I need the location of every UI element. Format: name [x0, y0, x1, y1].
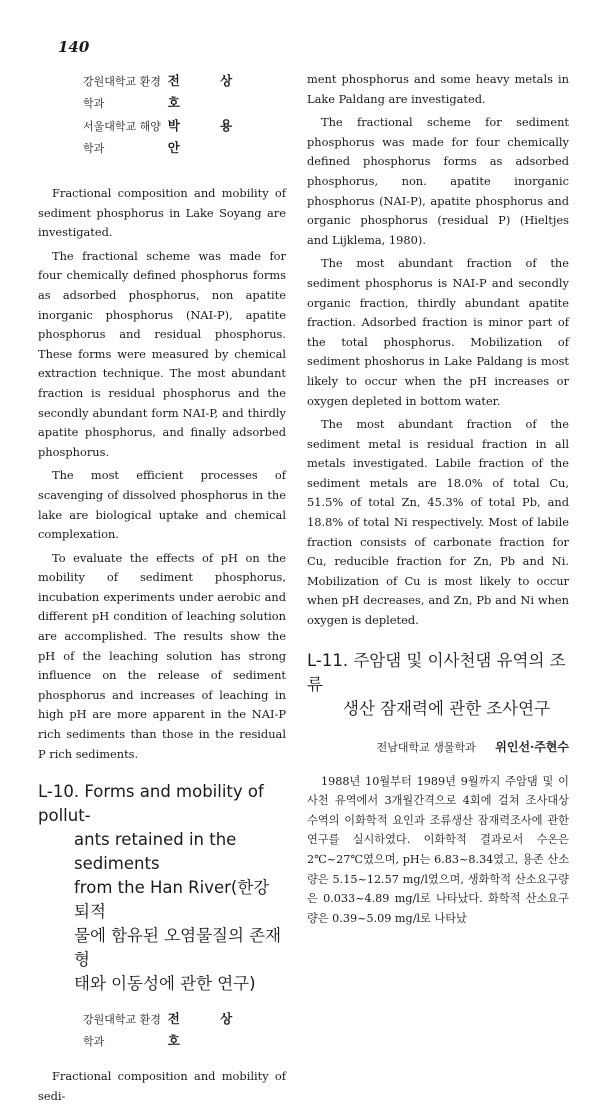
left-column [38, 70, 286, 1106]
author-affiliation [38, 115, 283, 160]
abstract-paragraph: The most abundant fraction of the sediment phosphorus is NAI-P and secondly organic fraction, thirdly abundant apatite fraction. Adsorbed fraction is minor part of the total phosphorus. Mobilization of sediment phoshorus in Lake Paldang is most likely to occur when the pH increases or oxygen depleted in bottom water. [307, 256, 569, 408]
right-column [307, 70, 569, 928]
author-affiliation [38, 1008, 283, 1053]
abstract-paragraph: The fractional scheme for sediment phosphorus was made for four chemically defined phosphorus forms as adsorbed phosphorus, non. apatite inorganic phosphorus (NAI-P), apatite phosphorus and organic phosphorus (residual P) (Hieltjes and Lijklema, 1980). [307, 115, 569, 247]
author-name: 전 상 호 [167, 1011, 251, 1049]
abstract-paragraph: Fractional composition and mobility of sedi- [38, 1069, 286, 1103]
author-affiliation [307, 737, 569, 758]
section-title-line: ants retained in the sediments [74, 830, 237, 874]
abstract-paragraph: ment phosphorus and some heavy metals in Lake Paldang are investigated. [307, 72, 569, 106]
author-affiliation [38, 70, 283, 115]
abstract-paragraph: Fractional composition and mobility of sediment phosphorus in Lake Soyang are investigated. [38, 186, 286, 240]
abstract-paragraph: The most abundant fraction of the sediment metal is residual fraction in all metals investigated. Labile fraction of the sediment metals are 18.0% of total Cu, 51.5% of total Zn, 45.3% of total Pb, and 18.8% of total Ni respectively. Most of labile fraction consists of carbonate fraction for Cu, reducible fraction for Zn, Pb and Ni. Mobilization of Cu is most likely to occur when pH decreases, and Zn, Pb and Ni when oxygen is depleted. [307, 417, 569, 628]
page-number: 140 [58, 38, 90, 56]
abstract-paragraph: The fractional scheme was made for four chemically defined phosphorus forms as adsorbed phosphorus, non apatite inorganic phosphorus (NAI-P), apatite phosphorus and residual phosphorus. These forms were measured by chemical extraction technique. The most abundant fraction is residual phosphorus and the secondly abundant form NAI-P, and thirdly apatite phosphorus, and finally adsorbed phosphorus. [38, 248, 286, 459]
affiliation-org: 서울대학교 해양학과 [83, 120, 161, 155]
author-name: 전 상 호 [167, 73, 251, 110]
author-name: 박 용 안 [167, 118, 251, 155]
section-title-l10 [38, 780, 286, 996]
section-title-line: L-11. 주암댐 및 이사천댐 유역의 조류 [307, 650, 566, 694]
section-title-line: 생산 잠재력에 관한 조사연구 [343, 698, 551, 718]
section-title-line: 물에 함유된 오염물질의 존재형 [74, 926, 282, 970]
section-title-l11 [307, 649, 569, 721]
affiliation-org: 강원대학교 환경학과 [83, 1013, 161, 1049]
abstract-paragraph: 1988년 10월부터 1989년 9월까지 주암댐 및 이사천 유역에서 3개월간격으로 4회에 걸쳐 조사대상 수역의 이화학적 요인과 조류생산 잠재력조사에 관한 연구를 실시하였다. 이화학적 결과로서 수온은 2℃~27℃였으며, pH는 6.83~8.34였고, 용존 산소량은 5.15~12.57 mg/l였으며, 생화학적 산소요구량은 0.033~4.89 mg/l로 나타났다. 화학적 산소요구량은 0.39~5.09 mg/l로 나타났 [307, 774, 569, 925]
affiliation-org: 전남대학교 생물학과 [376, 740, 476, 754]
section-title-line: from the Han River(한강 퇴적 [74, 878, 270, 922]
section-title-line: L-10. Forms and mobility of pollut- [38, 782, 264, 826]
abstract-paragraph: The most efficient processes of scavenging of dissolved phosphorus in the lake are biological uptake and chemical complexation. [38, 468, 286, 542]
affiliation-org: 강원대학교 환경학과 [83, 75, 161, 110]
section-title-line: 태와 이동성에 관한 연구) [74, 974, 256, 994]
abstract-paragraph: To evaluate the effects of pH on the mobility of sediment phosphorus, incubation experiments under aerobic and different pH condition of leaching solution are accomplished. The results show the pH of the leaching solution has strong influence on the release of sediment phosphorus and increases of leaching in high pH are more apparent in the NAI-P rich sediments than those in the residual P rich sediments. [38, 550, 286, 761]
author-name: 위인선·주현수 [495, 739, 569, 754]
